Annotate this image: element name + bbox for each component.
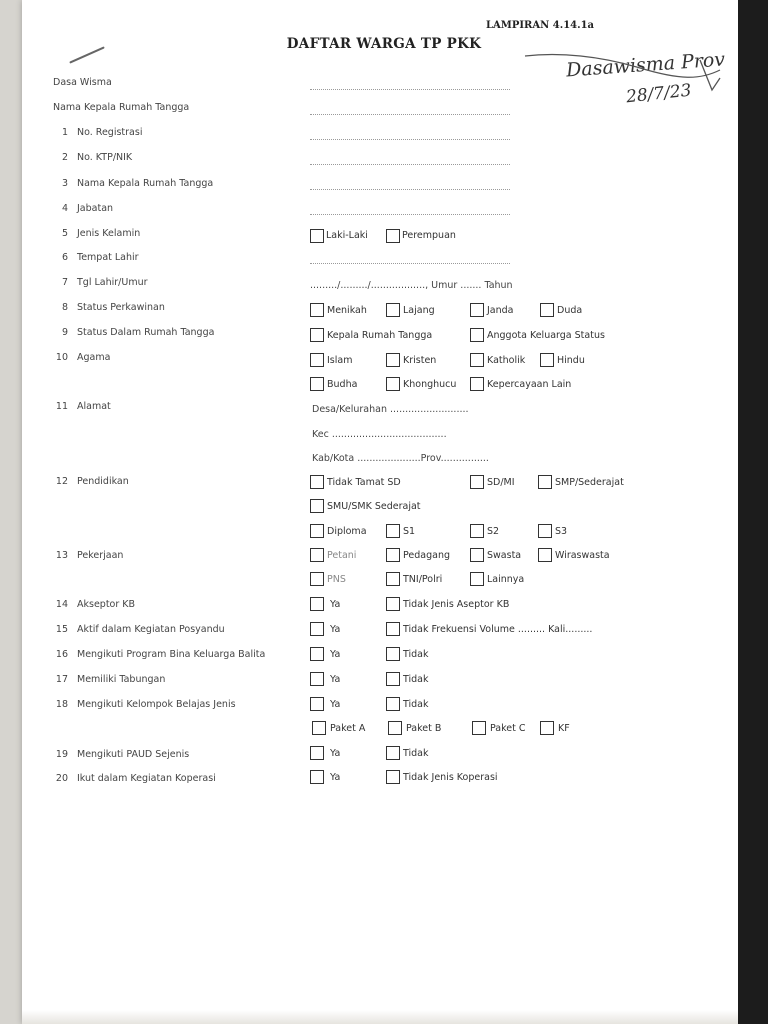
option-label: TNI/Polri (403, 574, 443, 585)
checkbox-pns[interactable] (310, 572, 324, 586)
input-nama-kepala-top[interactable] (310, 114, 510, 115)
option-label: SMU/SMK Sederajat (327, 501, 421, 512)
option-label: Diploma (327, 526, 367, 537)
option-label: Paket A (330, 723, 366, 734)
page-edge-shadow (738, 0, 768, 1024)
checkbox-petani[interactable] (310, 548, 324, 562)
checkbox-tidak[interactable] (386, 672, 400, 686)
checkbox-ya[interactable] (310, 746, 324, 760)
label-bina-keluarga-balita: Mengikuti Program Bina Keluarga Balita (77, 649, 266, 660)
label-nama-kepala: Nama Kepala Rumah Tangga (77, 178, 214, 189)
option-label: Swasta (487, 550, 522, 561)
checkbox-lajang[interactable] (386, 303, 400, 317)
checkbox-duda[interactable] (540, 303, 554, 317)
label-jabatan: Jabatan (77, 203, 114, 214)
option-label: Duda (557, 305, 583, 316)
checkbox-tidak[interactable] (386, 622, 400, 636)
checkbox-ya[interactable] (310, 647, 324, 661)
checkbox-ya[interactable] (310, 697, 324, 711)
option-label: Tidak (403, 699, 429, 710)
option-label: Paket B (406, 723, 442, 734)
option-label: Anggota Keluarga Status (487, 330, 605, 341)
label-koperasi: Ikut dalam Kegiatan Koperasi (77, 773, 216, 784)
checkbox-ya[interactable] (310, 672, 324, 686)
row-number: 13 (55, 550, 68, 561)
input-kecamatan[interactable]: Kec ...................................... (312, 429, 447, 440)
row-number: 14 (55, 599, 68, 610)
label-dasa-wisma: Dasa Wisma (53, 77, 112, 88)
checkbox-smu-smk[interactable] (310, 499, 324, 513)
checkbox-paket-c[interactable] (472, 721, 486, 735)
checkbox-perempuan[interactable] (386, 229, 400, 243)
input-dasa-wisma[interactable] (310, 89, 510, 90)
checkbox-ya[interactable] (310, 622, 324, 636)
input-desa-kelurahan[interactable]: Desa/Kelurahan .......................... (312, 404, 469, 415)
row-number: 6 (61, 252, 68, 263)
checkbox-anggota-keluarga[interactable] (470, 328, 484, 342)
row-number: 5 (61, 228, 68, 239)
row-number: 8 (61, 302, 68, 313)
checkbox-tidak[interactable] (386, 697, 400, 711)
checkbox-menikah[interactable] (310, 303, 324, 317)
checkbox-ya[interactable] (310, 770, 324, 784)
label-status-rumah-tangga: Status Dalam Rumah Tangga (77, 327, 215, 338)
option-label: Ya (330, 599, 341, 610)
checkbox-tidak[interactable] (386, 770, 400, 784)
option-label: Ya (330, 772, 341, 783)
row-number: 4 (61, 203, 68, 214)
option-label: S3 (555, 526, 568, 537)
option-label: Kepala Rumah Tangga (327, 330, 433, 341)
label-akseptor-kb: Akseptor KB (77, 599, 136, 610)
checkbox-kepala-rumah-tangga[interactable] (310, 328, 324, 342)
checkbox-ya[interactable] (310, 597, 324, 611)
checkbox-kepercayaan-lain[interactable] (470, 377, 484, 391)
input-no-ktp[interactable] (310, 164, 510, 165)
row-number: 16 (55, 649, 68, 660)
label-agama: Agama (77, 352, 111, 363)
checkbox-diploma[interactable] (310, 524, 324, 538)
checkbox-smp[interactable] (538, 475, 552, 489)
label-alamat: Alamat (77, 401, 111, 412)
checkbox-khonghucu[interactable] (386, 377, 400, 391)
label-status-perkawinan: Status Perkawinan (77, 302, 165, 313)
option-label: Budha (327, 379, 358, 390)
input-tempat-lahir[interactable] (310, 263, 510, 264)
option-label: Petani (327, 550, 357, 561)
signature-stroke (520, 50, 730, 120)
checkbox-hindu[interactable] (540, 353, 554, 367)
label-posyandu: Aktif dalam Kegiatan Posyandu (77, 624, 225, 635)
option-label: S1 (403, 526, 416, 537)
option-label: Khonghucu (403, 379, 457, 390)
label-tgl-lahir: Tgl Lahir/Umur (77, 277, 148, 288)
option-label: SD/MI (487, 477, 515, 488)
label-no-ktp: No. KTP/NIK (77, 152, 133, 163)
row-number: 7 (61, 277, 68, 288)
handwritten-note: Dasawisma Prov (565, 48, 726, 82)
checkbox-tidak[interactable] (386, 647, 400, 661)
option-label: Tidak Tamat SD (327, 477, 401, 488)
row-number: 11 (55, 401, 68, 412)
checkbox-tidak[interactable] (386, 597, 400, 611)
input-nama-kepala[interactable] (310, 189, 510, 190)
option-label: Paket C (490, 723, 526, 734)
label-tabungan: Memiliki Tabungan (77, 674, 166, 685)
option-label: Ya (330, 699, 341, 710)
checkbox-s3[interactable] (538, 524, 552, 538)
option-label: Lajang (403, 305, 435, 316)
checkbox-kf[interactable] (540, 721, 554, 735)
option-label: Perempuan (402, 230, 456, 241)
checkbox-tidak-tamat-sd[interactable] (310, 475, 324, 489)
option-label: Tidak (403, 748, 429, 759)
checkbox-s2[interactable] (470, 524, 484, 538)
checkbox-janda[interactable] (470, 303, 484, 317)
checkbox-kristen[interactable] (386, 353, 400, 367)
row-number: 2 (61, 152, 68, 163)
option-label: Laki-Laki (326, 230, 368, 241)
label-no-registrasi: No. Registrasi (77, 127, 143, 138)
row-number: 3 (61, 178, 68, 189)
row-number: 9 (61, 327, 68, 338)
option-label: Tidak Frekuensi Volume ......... Kali......... (403, 624, 593, 635)
checkbox-lainnya[interactable] (470, 572, 484, 586)
option-label: Kristen (403, 355, 437, 366)
option-label: Katholik (487, 355, 526, 366)
input-tgl-lahir-umur[interactable]: ........./........./.................., Umur ....... Tahun (310, 280, 513, 291)
handwritten-date: 28/7/23 (625, 80, 693, 108)
option-label: Tidak Jenis Aseptor KB (403, 599, 510, 610)
checkbox-katholik[interactable] (470, 353, 484, 367)
label-tempat-lahir: Tempat Lahir (77, 252, 139, 263)
checkbox-laki-laki[interactable] (310, 229, 324, 243)
label-pendidikan: Pendidikan (77, 476, 129, 487)
label-kelompok-belajar: Mengikuti Kelompok Belajas Jenis (77, 699, 236, 710)
input-no-registrasi[interactable] (310, 139, 510, 140)
checkbox-pedagang[interactable] (386, 548, 400, 562)
checkbox-sd-mi[interactable] (470, 475, 484, 489)
option-label: Islam (327, 355, 353, 366)
input-kab-kota-prov[interactable]: Kab/Kota .....................Prov................ (312, 453, 489, 464)
option-label: Lainnya (487, 574, 525, 585)
option-label: Menikah (327, 305, 367, 316)
input-jabatan[interactable] (310, 214, 510, 215)
row-number: 17 (55, 674, 68, 685)
label-pekerjaan: Pekerjaan (77, 550, 124, 561)
row-number: 19 (55, 749, 68, 760)
option-label: Tidak Jenis Koperasi (403, 772, 498, 783)
option-label: SMP/Sederajat (555, 477, 624, 488)
option-label: PNS (327, 574, 346, 585)
option-label: Hindu (557, 355, 585, 366)
lampiran-code: LAMPIRAN 4.14.1a (486, 20, 595, 31)
option-label: Ya (330, 649, 341, 660)
option-label: Wiraswasta (555, 550, 610, 561)
row-number: 1 (61, 127, 68, 138)
checkbox-paket-b[interactable] (388, 721, 402, 735)
label-jenis-kelamin: Jenis Kelamin (77, 228, 141, 239)
option-label: Kepercayaan Lain (487, 379, 572, 390)
checkbox-islam[interactable] (310, 353, 324, 367)
checkbox-budha[interactable] (310, 377, 324, 391)
page-bottom-shadow (22, 1010, 738, 1024)
checkbox-tni-polri[interactable] (386, 572, 400, 586)
option-label: Janda (487, 305, 514, 316)
label-paud: Mengikuti PAUD Sejenis (77, 749, 190, 760)
label-nama-kepala-top: Nama Kepala Rumah Tangga (53, 102, 190, 113)
row-number: 10 (55, 352, 68, 363)
checkbox-swasta[interactable] (470, 548, 484, 562)
option-label: Tidak (403, 649, 429, 660)
option-label: Ya (330, 748, 341, 759)
option-label: Ya (330, 624, 341, 635)
checkbox-wiraswasta[interactable] (538, 548, 552, 562)
checkbox-tidak[interactable] (386, 746, 400, 760)
row-number: 18 (55, 699, 68, 710)
option-label: KF (558, 723, 570, 734)
checkbox-s1[interactable] (386, 524, 400, 538)
option-label: S2 (487, 526, 500, 537)
row-number: 20 (55, 773, 68, 784)
option-label: Pedagang (403, 550, 450, 561)
option-label: Tidak (403, 674, 429, 685)
option-label: Ya (330, 674, 341, 685)
checkbox-paket-a[interactable] (312, 721, 326, 735)
row-number: 15 (55, 624, 68, 635)
row-number: 12 (55, 476, 68, 487)
page-title: DAFTAR WARGA TP PKK (286, 36, 482, 52)
